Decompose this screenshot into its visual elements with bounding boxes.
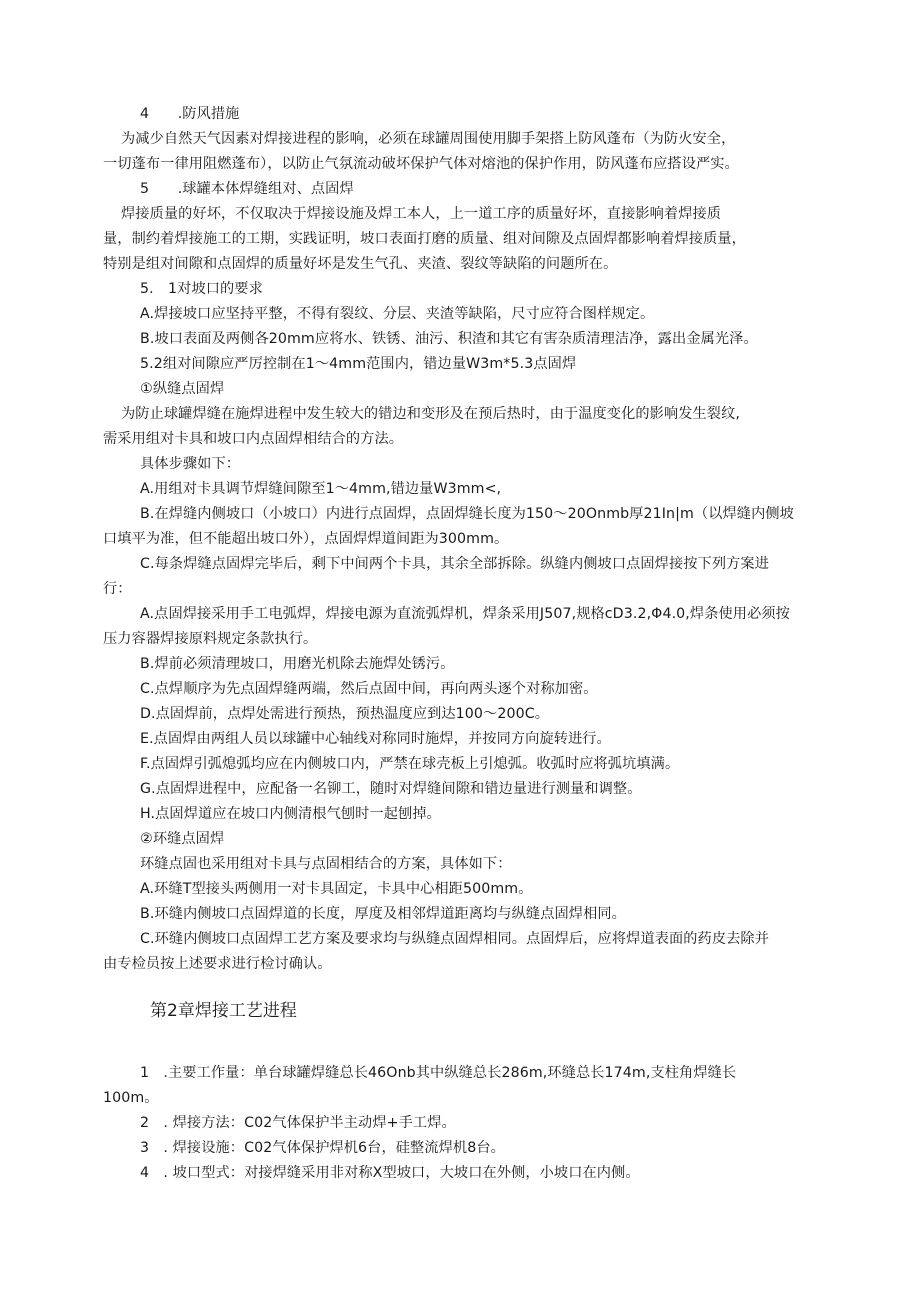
- list-item: B.在焊缝内侧坡口（小坡口）内进行点固焊，点固焊缝长度为150〜20Onmb厚21In|m（以焊缝内侧坡: [140, 506, 794, 522]
- list-item: B.坡口表面及两侧各20mm应将水、铁锈、油污、积渣和其它有害杂质清理洁净，露出金属光泽。: [140, 331, 758, 347]
- list-item: G.点固焊进程中，应配备一名铆工，随时对焊缝间隙和错边量进行测量和调整。: [140, 781, 642, 797]
- list-item: C.点焊顺序为先点固焊缝两端，然后点固中间，再向两头逐个对称加密。: [140, 681, 598, 697]
- list-item-continuation: 压力容器焊接原料规定条款执行。: [103, 631, 318, 647]
- section-5-paragraph-line: 量，制约着焊接施工的工期，实践证明，坡口表面打磨的质量、组对间隙及点固焊都影响着焊接质量，: [103, 231, 746, 247]
- section-5-paragraph-line: 特别是组对间隙和点固焊的质量好坏是发生气孔、夹渣、裂纹等缺陷的问题所在。: [103, 256, 618, 272]
- list-item: B.焊前必须清理坡口，用磨光机除去施焊处锈污。: [140, 656, 455, 672]
- section-4-paragraph-line: 一切蓬布一律用阻燃蓬布），以防止气氛流动破坏保护气体对熔池的保护作用，防风蓬布应搭设严实。: [103, 156, 739, 172]
- list-item: 2 . 焊接方法：C02气体保护半主动焊+手工焊。: [140, 1115, 456, 1131]
- longitudinal-seam-title: ①纵缝点固焊: [140, 381, 225, 397]
- chapter-2-heading: 第2章焊接工艺进程: [150, 1001, 297, 1021]
- list-item: A.用组对卡具调节焊缝间隙至1〜4mm,错边量W3mm<,: [140, 481, 502, 497]
- list-item: E.点固焊由两组人员以球罐中心轴线对称同时施焊，并按同方向旋转进行。: [140, 731, 611, 747]
- list-item: C.每条焊缝点固焊完毕后，剩下中间两个卡具，其余全部拆除。纵缝内侧坡口点固焊接按下列方案进: [140, 556, 769, 572]
- list-item-continuation: 100m。: [103, 1090, 159, 1106]
- section-4-title: 4 .防风措施: [140, 106, 240, 122]
- list-item: A.点固焊接采用手工电弧焊，焊接电源为直流弧焊机，焊条采用J507,规格cD3.2,Φ4.0,焊条使用必须按: [140, 606, 790, 622]
- list-item-continuation: 由专检员按上述要求进行检讨确认。: [103, 956, 332, 972]
- list-item: C.环缝内侧坡口点固焊工艺方案及要求均与纵缝点固焊相同。点固焊后，应将焊道表面的药皮去除并: [140, 931, 769, 947]
- list-item: 3 . 焊接设施：C02气体保护焊机6台，硅整流焊机8台。: [140, 1140, 505, 1156]
- section-5-title: 5 .球罐本体焊缝组对、点固焊: [140, 181, 354, 197]
- list-item: A.焊接坡口应坚持平整，不得有裂纹、分层、夹渣等缺陷，尺寸应符合图样规定。: [140, 306, 655, 322]
- list-item: 4 . 坡口型式：对接焊缝采用非对称X型坡口，大坡口在外侧，小坡口在内侧。: [140, 1165, 640, 1181]
- list-item: 1 .主要工作量：单台球罐焊缝总长46Onb其中纵缝总长286m,环缝总长174m,支柱角焊缝长: [140, 1065, 737, 1081]
- subsection-5-1-title: 5. 1对坡口的要求: [140, 281, 263, 297]
- steps-label: 具体步骤如下：: [140, 456, 241, 472]
- circumferential-seam-title: ②环缝点固焊: [140, 831, 225, 847]
- list-item: H.点固焊道应在坡口内侧清根气刨时一起刨掉。: [140, 806, 441, 822]
- circumferential-seam-paragraph: 环缝点固也采用组对卡具与点固相结合的方案，具体如下：: [140, 856, 512, 872]
- list-item-continuation: 口填平为准，但不能超出坡口外），点固焊焊道间距为300mm。: [103, 531, 509, 547]
- subsection-5-2-title: 5.2组对间隙应严厉控制在1〜4mm范围内，错边量W3m*5.3点固焊: [140, 356, 577, 372]
- longitudinal-seam-paragraph-line: 为防止球罐焊缝在施焊进程中发生较大的错边和变形及在预后热时，由于温度变化的影响发生裂纹,: [121, 406, 740, 422]
- section-4-paragraph-line: 为减少自然天气因素对焊接进程的影响，必须在球罐周围使用脚手架搭上防风蓬布（为防火安全，: [121, 131, 736, 147]
- list-item: F.点固焊引弧熄弧均应在内侧坡口内，严禁在球壳板上引熄弧。收弧时应将弧坑填满。: [140, 756, 680, 772]
- list-item-continuation: 行：: [103, 581, 132, 597]
- list-item: A.环缝T型接头两侧用一对卡具固定，卡具中心相距500mm。: [140, 881, 533, 897]
- longitudinal-seam-paragraph-line: 需采用组对卡具和坡口内点固焊相结合的方法。: [103, 431, 404, 447]
- list-item: B.环缝内侧坡口点固焊道的长度，厚度及相邻焊道距离均与纵缝点固焊相同。: [140, 906, 626, 922]
- section-5-paragraph-line: 焊接质量的好坏，不仅取决于焊接设施及焊工本人，上一道工序的质量好坏，直接影响着焊接质: [121, 206, 722, 222]
- list-item: D.点固焊前，点焊处需进行预热，预热温度应到达100〜200C。: [140, 706, 550, 722]
